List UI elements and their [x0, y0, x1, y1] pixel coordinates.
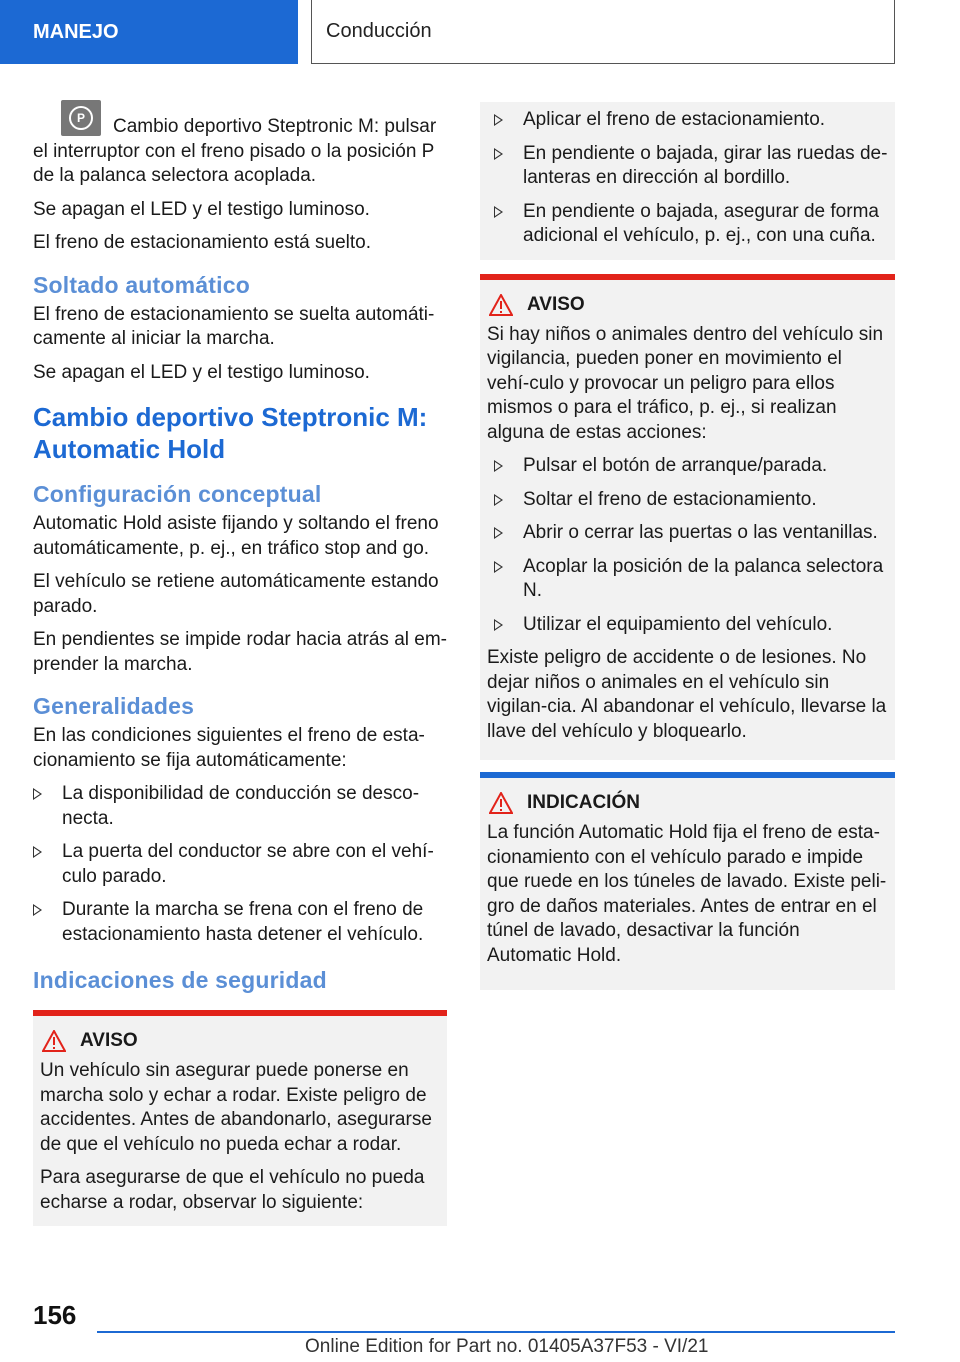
- bullet-triangle-icon: [33, 904, 42, 916]
- bullet-triangle-icon: [494, 561, 503, 573]
- bullet-triangle-icon: [494, 148, 503, 160]
- warning-title: AVISO: [487, 280, 888, 316]
- led-off-text: Se apagan el LED y el testigo luminoso.: [33, 198, 370, 220]
- list-item: En pendiente o bajada, asegurar de forma adicional el vehículo, p. ej., con una cuña.: [494, 200, 888, 249]
- heading-soltado: Soltado automático: [33, 271, 251, 298]
- list-item: Aplicar el freno de estacionamiento.: [494, 108, 888, 133]
- bullet-triangle-icon: [494, 460, 503, 472]
- left-column: [33, 100, 447, 1226]
- general-list: [33, 782, 447, 947]
- list-item: Utilizar el equipamiento del vehículo.: [494, 613, 888, 638]
- bullet-triangle-icon: [494, 619, 503, 631]
- list-item: Pulsar el botón de arranque/parada.: [494, 454, 888, 479]
- warning-paragraph-1: Si hay niños o animales dentro del vehículo sin vigilancia, pueden poner en movimiento el vehí-culo y provocar un peligro para ellos mismos o para el tráfico, p. ej., si realizan alguna de estas acciones:: [487, 323, 884, 443]
- heading-config: Configuración conceptual: [33, 481, 322, 507]
- list-item: Acoplar la posición de la palanca selectora N.: [494, 555, 888, 604]
- notice-box: [480, 772, 895, 990]
- continued-list-box: [480, 102, 895, 260]
- bullet-triangle-icon: [33, 846, 42, 858]
- config-paragraph-1: Automatic Hold asiste fijando y soltando el freno automáticamente, p. ej., en tráfico stop and go.: [33, 513, 439, 559]
- heading-automatic-hold: Cambio deportivo Steptronic M: Automatic Hold: [33, 402, 428, 464]
- list-item: En pendiente o bajada, girar las ruedas de-lanteras en dirección al bordillo.: [494, 142, 888, 191]
- warning-paragraph-2: Para asegurarse de que el vehículo no pueda echarse a rodar, observar lo siguiente:: [40, 1167, 425, 1213]
- warning-paragraph-2: Existe peligro de accidente o de lesiones. No dejar niños o animales en el vehículo sin vigilan-cia. Al abandonar el vehículo, llevarse la llave del vehículo y bloquearlo.: [487, 647, 887, 742]
- footer-divider: [97, 1331, 895, 1333]
- notice-paragraph: La función Automatic Hold fija el freno de esta-cionamiento con el vehículo parado e impide que ruede en los túneles de lavado. Existe peli-gro de daños materiales. Antes de entrar en el túnel de lavado, desactivar la función Automatic Hold.: [487, 822, 887, 966]
- general-paragraph: En las condiciones siguientes el freno de esta-cionamiento se fija automáticamente:: [33, 725, 425, 771]
- config-paragraph-2: El vehículo se retiene automáticamente estando parado.: [33, 571, 439, 617]
- warning-box: [33, 1010, 447, 1226]
- heading-general: Generalidades: [33, 693, 195, 719]
- bullet-triangle-icon: [494, 206, 503, 218]
- list-item: La disponibilidad de conducción se desco-necta.: [33, 782, 447, 831]
- edition-text: Online Edition for Part no. 01405A37F53 - VI/21: [305, 1336, 709, 1357]
- continued-list: [494, 108, 888, 249]
- bullet-triangle-icon: [494, 527, 503, 539]
- brake-released-text: El freno de estacionamiento está suelto.: [33, 232, 371, 253]
- warning-triangle-icon: [489, 294, 513, 316]
- page-number: 156: [33, 1300, 77, 1330]
- list-item: Soltar el freno de estacionamiento.: [494, 488, 888, 513]
- bullet-triangle-icon: [494, 114, 503, 126]
- soltado-led-text: Se apagan el LED y el testigo luminoso.: [33, 361, 370, 383]
- warning-box: [480, 274, 895, 761]
- notice-title: INDICACIÓN: [487, 778, 888, 814]
- config-paragraph-3: En pendientes se impide rodar hacia atrás al em-prender la marcha.: [33, 629, 448, 675]
- right-column: [480, 102, 895, 990]
- intro-paragraph: P Cambio deportivo Steptronic M: pulsar el interruptor con el freno pisado o la posición P de la palanca selectora acoplada.: [33, 100, 447, 189]
- parking-brake-icon: P: [61, 100, 101, 136]
- list-item: Durante la marcha se frena con el freno de estacionamiento hasta detener el vehículo.: [33, 898, 447, 947]
- section-tab: [0, 0, 298, 64]
- warning-triangle-icon: [42, 1030, 66, 1052]
- soltado-paragraph: El freno de estacionamiento se suelta automáti-camente al iniciar la marcha.: [33, 303, 435, 349]
- bullet-triangle-icon: [33, 788, 42, 800]
- bullet-triangle-icon: [494, 494, 503, 506]
- warning-title: AVISO: [40, 1016, 440, 1052]
- list-item: Abrir o cerrar las puertas o las ventanillas.: [494, 521, 888, 546]
- section-title: MANEJO: [33, 20, 119, 43]
- chapter-title: Conducción: [326, 20, 432, 42]
- warning-list: [487, 454, 888, 637]
- list-item: La puerta del conductor se abre con el vehí-culo parado.: [33, 840, 447, 889]
- chapter-header: [311, 0, 895, 64]
- warning-triangle-icon: [489, 792, 513, 814]
- warning-paragraph-1: Un vehículo sin asegurar puede ponerse en marcha solo y echar a rodar. Existe peligro de accidentes. Antes de abandonarlo, asegurarse de que el vehículo no pueda echar a rodar.: [40, 1060, 432, 1155]
- heading-seguridad: Indicaciones de seguridad: [33, 967, 327, 993]
